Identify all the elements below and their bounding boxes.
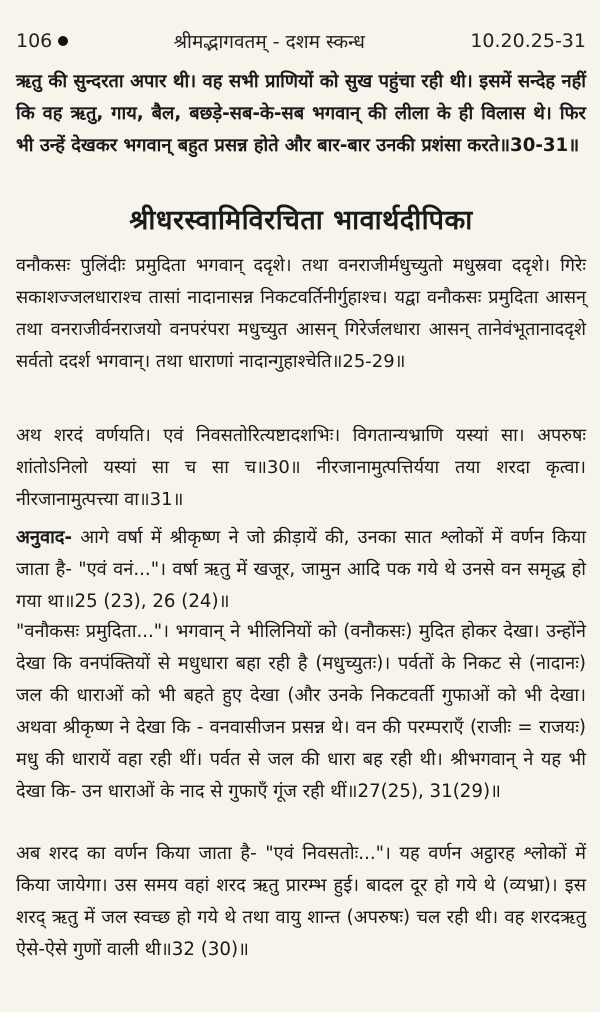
book-title: श्रीमद्भागवतम् - दशम स्कन्ध (173, 31, 365, 53)
commentary-text-1: वनौकसः पुलिंदीः प्रमुदिता भगवान् ददृशे। तथा वनराजीर्मधुच्युतो मधुस्रवा ददृशे। गिरेः सकाशज्जलधाराश्च तासां नादानासन्न निकटवर्तिनीर्गुहाश्च। यद्वा वनौकसः प्रमुदिता आसन् तथा वनराजीर्वनराजयो वनपरंपरा मधुच्युत आसन् गिरेर्जलधारा आसन् तानेवंभूतानाददृशे सर्वतो ददर्श भगवान्। तथा धाराणां नादान्गुहाश्चेति॥25-29॥ (16, 255, 586, 372)
commentary-title: श्रीधरस्वामिविरचिता भावार्थदीपिका (129, 205, 473, 236)
translation-label: अनुवाद- (16, 527, 73, 548)
intro-paragraph (16, 66, 586, 162)
commentary-paragraph-2 (16, 420, 586, 516)
translation-text-1 (16, 522, 586, 618)
translation-paragraph-1 (16, 522, 586, 618)
page-header (16, 28, 586, 54)
translation-body-1: आगे वर्षा में श्रीकृष्ण ने जो क्रीड़ायें की, उनका सात श्लोकों में वर्णन किया जाता है- "एवं वनं..."। वर्षा ऋतु में खजूर, जामुन आदि पक गये थे उनसे वन समृद्ध हो गया था॥25 (23), 26 (24)॥ (16, 527, 586, 612)
commentary-text-2: अथ शरदं वर्णयति। एवं निवसतोरित्यष्टादशभिः। विगतान्यभ्राणि यस्यां सा। अपरुषः शांतोऽनिलो यस्यां सा च सा च॥30॥ नीरजानामुत्पत्तिर्यया तया शरदा कृत्वा। नीरजानामुत्पत्त्या वा॥31॥ (16, 425, 586, 510)
translation-text-3: अब शरद का वर्णन किया जाता है- "एवं निवसतोः..."। यह वर्णन अट्ठारह श्लोकों में किया जायेगा। उस समय वहां शरद ऋतु प्रारम्भ हुई। बादल दूर हो गये थे (व्यभ्रा)। इस शरद् ऋतु में जल स्वच्छ हो गये थे तथा वायु शान्त (अपरुषः) चल रही थी। वह शरदऋतु ऐसे-ऐसे गुणों वाली थी॥32 (30)॥ (16, 843, 586, 960)
commentary-paragraph-1 (16, 250, 586, 378)
page-number-group (16, 30, 68, 52)
translation-paragraph-3 (16, 838, 586, 966)
translation-text-2: "वनौकसः प्रमुदिता..."। भगवान् ने भीलिनियों को (वनौकसः) मुदित होकर देखा। उन्होंने देखा कि वनपंक्तियों से मधुधारा बहा रही है (मधुच्युतः)। पर्वतों के निकट से (नादानः) जल की धाराओं को भी बहते हुए देखा (और उनके निकटवर्ती गुफाओं को भी देखा। अथवा श्रीकृष्ण ने देखा कि - वनवासीजन प्रसन्न थे। वन की परम्पराएँ (राजीः = राजयः) मधु की धारायें वहा रही थीं। पर्वत से जल की धारा बह रही थी। श्रीभगवान् ने यह भी देखा कि- उन धाराओं के नाद से गुफाएँ गूंज रही थीं॥27(25), 31(29)॥ (16, 621, 586, 802)
verse-reference: 10.20.25-31 (470, 30, 586, 52)
page-number: 106 (16, 30, 53, 52)
translation-paragraph-2 (16, 616, 586, 808)
intro-text: ऋतु की सुन्दरता अपार थी। वह सभी प्राणियों को सुख पहुंचा रही थी। इसमें सन्देह नहीं कि वह ऋतु, गाय, बैल, बछड़े-सब-के-सब भगवान् की लीला के ही विलास थे। फिर भी उन्हें देखकर भगवान् बहुत प्रसन्न होते और बार-बार उनकी प्रशंसा करते॥30-31॥ (16, 71, 586, 156)
bullet-dot-icon (58, 36, 68, 46)
